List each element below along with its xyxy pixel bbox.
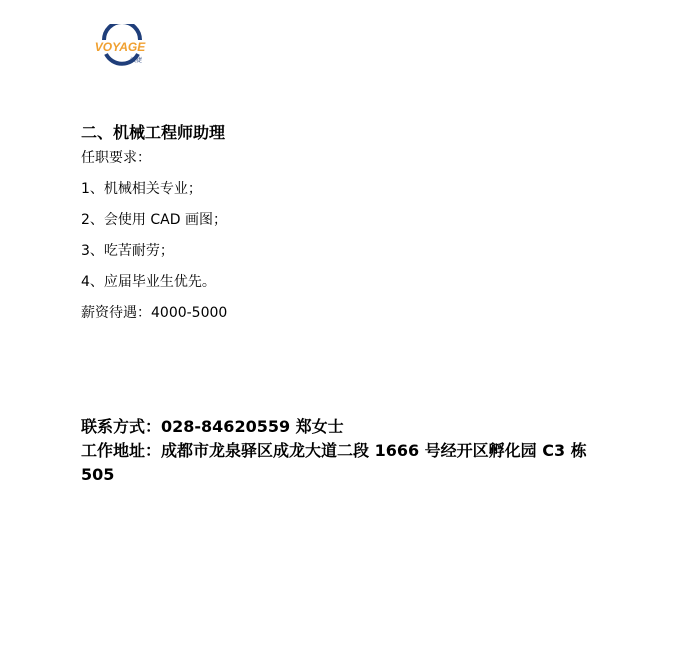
job-title: 二、机械工程师助理: [81, 123, 226, 142]
logo-subtext: 沃捷: [130, 57, 143, 64]
job-section: [81, 123, 641, 335]
logo-wordmark: VOYAGE: [94, 40, 146, 54]
salary-text: 薪资待遇：4000-5000: [81, 305, 228, 321]
voyage-logo-icon: [82, 24, 162, 66]
requirement-item: 3、吃苦耐劳；: [81, 243, 174, 259]
requirements-heading: 任职要求：: [81, 150, 151, 166]
contact-section: [81, 415, 611, 487]
company-logo: [82, 24, 162, 66]
contact-phone: 联系方式：028-84620559 郑女士: [81, 417, 344, 436]
requirement-item: 4、应届毕业生优先。: [81, 274, 216, 290]
contact-address: 工作地址：成都市龙泉驿区成龙大道二段 1666 号经开区孵化园 C3 栋 505: [81, 441, 587, 484]
requirement-item: 1、机械相关专业；: [81, 181, 202, 197]
requirement-item: 2、会使用 CAD 画图；: [81, 212, 227, 228]
